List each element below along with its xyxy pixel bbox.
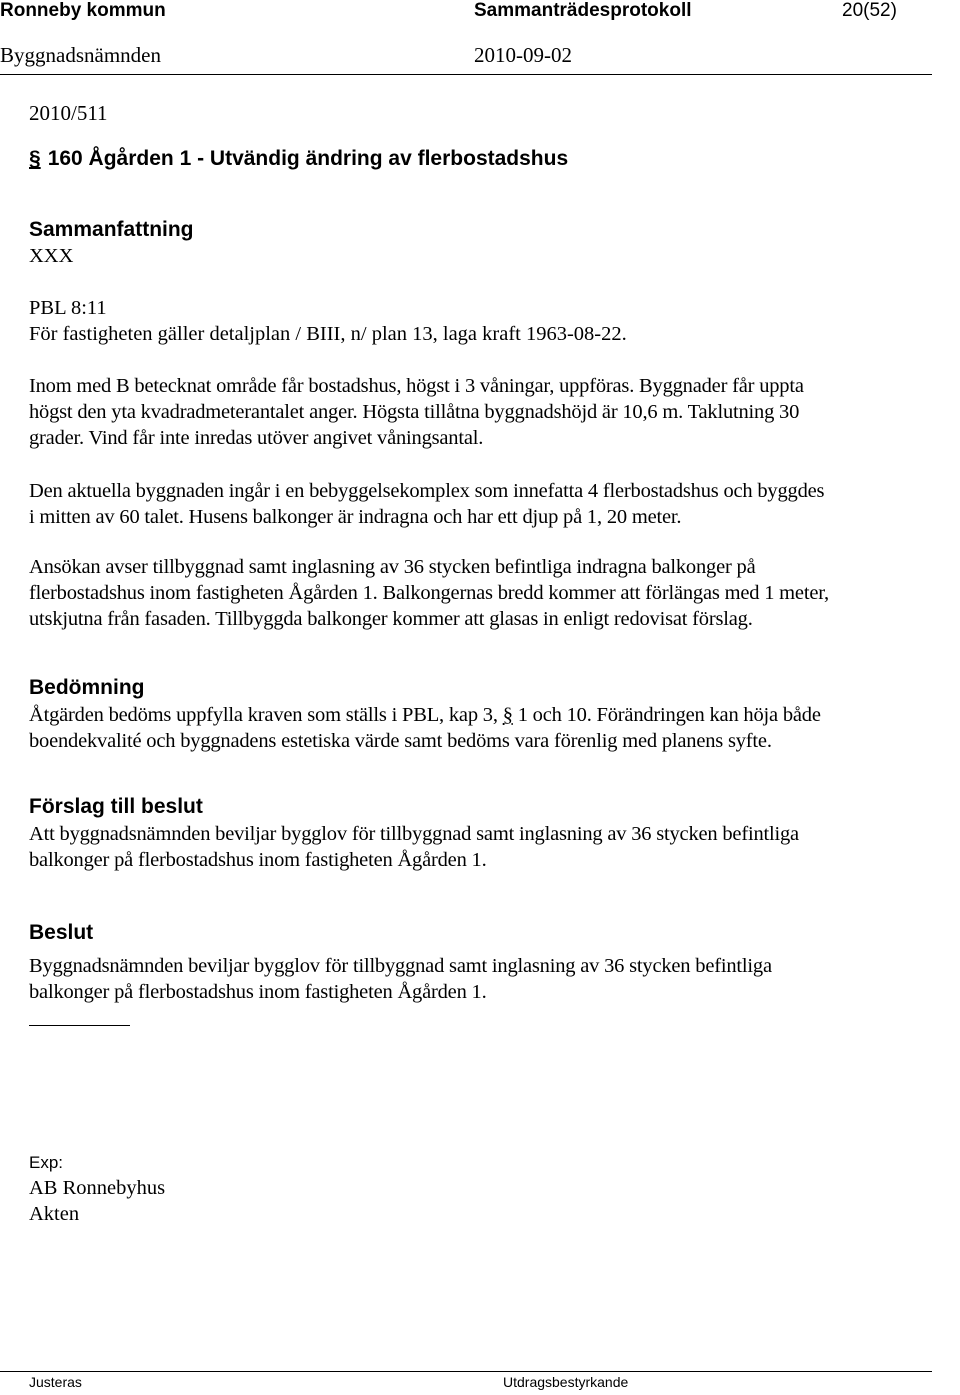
paragraph-line: Ansökan avser tillbyggnad samt inglasning av 36 stycken befintliga indragna balkonger på <box>29 556 756 578</box>
plan-info <box>29 295 934 347</box>
decision-text <box>29 953 934 1005</box>
paragraph-line: grader. Vind får inte inredas utöver angivet våningsantal. <box>29 427 484 449</box>
case-number: 2010/511 <box>29 101 108 125</box>
footer-utdragsbestyrkande: Utdragsbestyrkande <box>503 1374 629 1390</box>
distribution-list <box>29 1175 934 1227</box>
case-title-row <box>29 147 568 171</box>
assessment-line <box>29 702 934 728</box>
assessment-line-start: Åtgärden bedöms uppfylla kraven som ställs i PBL, kap 3, <box>29 704 503 726</box>
decision-line: balkonger på flerbostadshus inom fastigheten Ågården 1. <box>29 981 487 1003</box>
assessment-text <box>29 702 934 754</box>
application-paragraph <box>29 554 934 632</box>
recipient: Akten <box>29 1203 80 1225</box>
assessment-heading: Bedömning <box>29 676 145 699</box>
proposal-heading: Förslag till beslut <box>29 795 203 818</box>
case-title: 160 Ågården 1 - Utvändig ändring av flerbostadshus <box>47 147 569 170</box>
section-symbol: § <box>29 147 41 170</box>
document-type: Sammanträdesprotokoll <box>474 0 692 21</box>
assessment-line-end: 1 och 10. Förändringen kan höja både <box>512 704 821 726</box>
footer-justeras: Justeras <box>29 1374 82 1390</box>
paragraph-line: högst den yta kvadradmeterantalet anger. Högsta tillåtna byggnadshöjd är 10,6 m. Taklutning 30 <box>29 401 800 423</box>
paragraph-line: i mitten av 60 talet. Husens balkonger är indragna och har ett djup på 1, 20 meter. <box>29 506 682 528</box>
plan-line: För fastigheten gäller detaljplan / BIII, n/ plan 13, laga kraft 1963-08-22. <box>29 323 627 345</box>
meeting-date: 2010-09-02 <box>474 43 572 67</box>
assessment-line: boendekvalité och byggnadens estetiska värde samt bedöms vara förenlig med planens syfte. <box>29 730 772 752</box>
municipality-name: Ronneby kommun <box>0 0 166 21</box>
summary-heading: Sammanfattning <box>29 218 194 241</box>
proposal-line: Att byggnadsnämnden beviljar bygglov för tillbyggnad samt inglasning av 36 stycken befintliga <box>29 823 799 845</box>
summary-text <box>29 243 934 269</box>
page-number: 20(52) <box>842 0 897 21</box>
section-symbol: § <box>502 704 513 726</box>
decision-line: Byggnadsnämnden beviljar bygglov för tillbyggnad samt inglasning av 36 stycken befintliga <box>29 955 772 977</box>
decision-heading: Beslut <box>29 921 94 944</box>
proposal-line: balkonger på flerbostadshus inom fastigheten Ågården 1. <box>29 849 487 871</box>
paragraph-line: utskjutna från fasaden. Tillbyggda balkonger kommer att glasas in enligt redovisat förslag. <box>29 608 753 630</box>
distribution-label: Exp: <box>29 1153 64 1172</box>
summary-line: XXX <box>29 245 74 267</box>
committee-name: Byggnadsnämnden <box>0 43 161 67</box>
paragraph-line: Inom med B betecknat område får bostadshus, högst i 3 våningar, uppföras. Byggnader får uppta <box>29 375 804 397</box>
plan-line: PBL 8:11 <box>29 297 107 319</box>
paragraph-line: Den aktuella byggnaden ingår i en bebyggelsekomplex som innefatta 4 flerbostadshus och byggdes <box>29 480 825 502</box>
section-end-line <box>29 1025 130 1026</box>
proposal-text <box>29 821 934 873</box>
building-description-paragraph <box>29 478 934 530</box>
header-divider <box>0 74 932 75</box>
recipient: AB Ronnebyhus <box>29 1177 166 1199</box>
paragraph-line: flerbostadshus inom fastigheten Ågården 1. Balkongernas bredd kommer att förlängas med 1 meter, <box>29 582 829 604</box>
plan-regulation-paragraph <box>29 373 934 451</box>
footer-divider <box>0 1371 932 1372</box>
